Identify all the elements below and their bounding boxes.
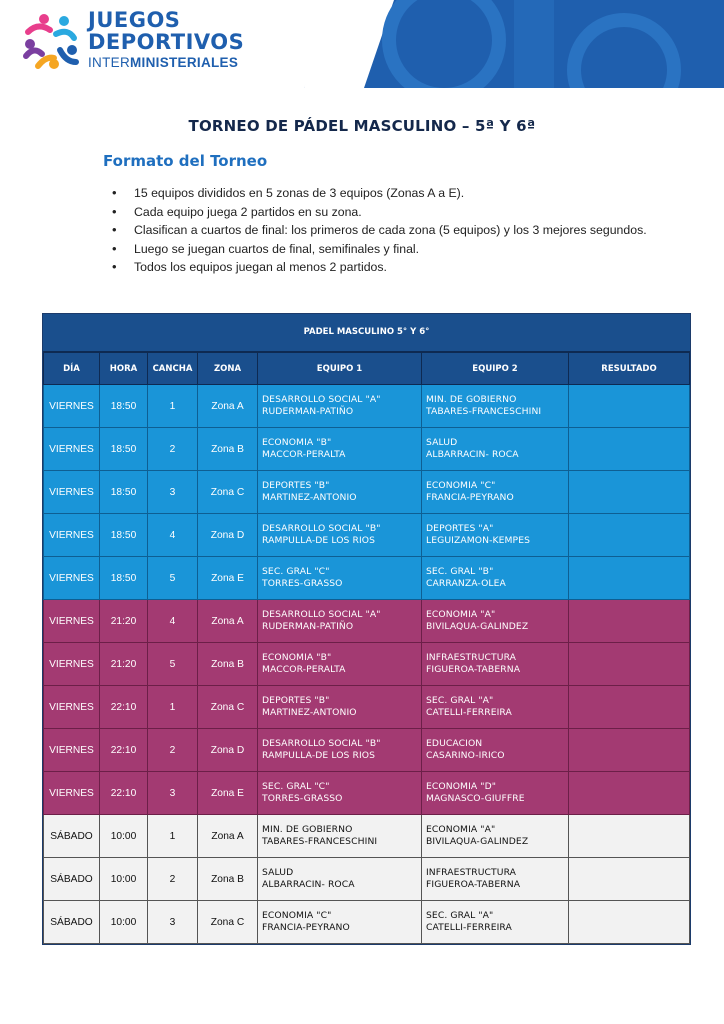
team-1-name: DESARROLLO SOCIAL "B" (262, 738, 381, 749)
cell-zone: Zona D (198, 514, 258, 557)
table-row (44, 858, 690, 901)
cell-zone: Zona C (198, 471, 258, 514)
cell-zone: Zona C (198, 686, 258, 729)
cell-court: 1 (148, 686, 198, 729)
cell-team-2 (422, 901, 569, 944)
cell-day: VIERNES (44, 514, 100, 557)
team-1-name: SEC. GRAL "C" (262, 781, 330, 792)
team-2-name: SEC. GRAL "B" (426, 566, 494, 577)
table-row (44, 901, 690, 944)
team-1-players: MACCOR-PERALTA (262, 449, 346, 460)
cell-day: VIERNES (44, 600, 100, 643)
cell-team-2 (422, 428, 569, 471)
cell-time: 22:10 (100, 686, 148, 729)
header-team-2: EQUIPO 2 (422, 353, 569, 385)
cell-result (569, 600, 690, 643)
cell-day: VIERNES (44, 557, 100, 600)
table-row (44, 643, 690, 686)
cell-day: SÁBADO (44, 815, 100, 858)
cell-team-2 (422, 643, 569, 686)
team-1-name: DESARROLLO SOCIAL "A" (262, 394, 381, 405)
header-team-1: EQUIPO 1 (258, 353, 422, 385)
team-2-name: SEC. GRAL "A" (426, 910, 494, 921)
team-2-players: FRANCIA-PEYRANO (426, 492, 514, 503)
cell-result (569, 643, 690, 686)
team-1-players: TABARES-FRANCESCHINI (262, 836, 378, 847)
cell-result (569, 686, 690, 729)
cell-result (569, 901, 690, 944)
team-2-players: FIGUEROA-TABERNA (426, 664, 521, 675)
team-1-name: SALUD (262, 867, 294, 878)
cell-court: 1 (148, 815, 198, 858)
header-zone: ZONA (198, 353, 258, 385)
table-row (44, 428, 690, 471)
cell-time: 18:50 (100, 514, 148, 557)
cell-court: 1 (148, 385, 198, 428)
team-1-players: TORRES-GRASSO (262, 578, 343, 589)
team-2-players: ALBARRACIN- ROCA (426, 449, 519, 460)
cell-team-2 (422, 772, 569, 815)
cell-team-1 (258, 385, 422, 428)
format-list (112, 184, 647, 277)
team-1-players: TORRES-GRASSO (262, 793, 343, 804)
team-2-players: CATELLI-FERREIRA (426, 922, 512, 933)
cell-time: 21:20 (100, 600, 148, 643)
team-2-players: MAGNASCO-GIUFFRE (426, 793, 525, 804)
cell-day: VIERNES (44, 729, 100, 772)
cell-team-1 (258, 428, 422, 471)
team-1-name: DEPORTES "B" (262, 695, 330, 706)
team-1-name: DEPORTES "B" (262, 480, 330, 491)
table-row (44, 772, 690, 815)
cell-team-1 (258, 901, 422, 944)
cell-time: 10:00 (100, 901, 148, 944)
cell-zone: Zona E (198, 772, 258, 815)
team-2-name: ECONOMIA "D" (426, 781, 497, 792)
cell-result (569, 385, 690, 428)
table-row (44, 385, 690, 428)
header-day: DÍA (44, 353, 100, 385)
cell-day: VIERNES (44, 686, 100, 729)
team-1-players: ALBARRACIN- ROCA (262, 879, 355, 890)
cell-zone: Zona B (198, 428, 258, 471)
header-court: CANCHA (148, 353, 198, 385)
table-row (44, 600, 690, 643)
cell-court: 4 (148, 600, 198, 643)
cell-court: 2 (148, 858, 198, 901)
cell-zone: Zona A (198, 600, 258, 643)
team-1-players: RUDERMAN-PATIÑO (262, 621, 354, 632)
cell-day: VIERNES (44, 385, 100, 428)
cell-result (569, 858, 690, 901)
cell-zone: Zona D (198, 729, 258, 772)
cell-team-2 (422, 514, 569, 557)
format-heading: Formato del Torneo (103, 152, 268, 170)
team-2-name: INFRAESTRUCTURA (426, 652, 517, 663)
cell-team-2 (422, 471, 569, 514)
team-1-name: ECONOMIA "B" (262, 437, 332, 448)
cell-result (569, 471, 690, 514)
logo-text (88, 9, 244, 71)
team-1-players: MARTINEZ-ANTONIO (262, 492, 357, 503)
cell-zone: Zona B (198, 643, 258, 686)
table-row (44, 729, 690, 772)
cell-team-2 (422, 385, 569, 428)
team-2-name: SEC. GRAL "A" (426, 695, 494, 706)
team-2-name: INFRAESTRUCTURA (426, 867, 517, 878)
team-2-players: TABARES-FRANCESCHINI (426, 406, 542, 417)
header-result: RESULTADO (569, 353, 690, 385)
header-time: HORA (100, 353, 148, 385)
cell-court: 5 (148, 557, 198, 600)
cell-day: VIERNES (44, 643, 100, 686)
list-item: • 15 equipos divididos en 5 zonas de 3 equipos (Zonas A a E). (112, 184, 647, 203)
team-2-name: ECONOMIA "A" (426, 824, 496, 835)
cell-zone: Zona B (198, 858, 258, 901)
cell-zone: Zona C (198, 901, 258, 944)
cell-team-1 (258, 514, 422, 557)
table-row (44, 557, 690, 600)
team-1-name: SEC. GRAL "C" (262, 566, 330, 577)
header-decoration (304, 0, 724, 88)
cell-result (569, 514, 690, 557)
cell-court: 2 (148, 729, 198, 772)
team-1-name: ECONOMIA "B" (262, 652, 332, 663)
list-item: • Todos los equipos juegan al menos 2 partidos. (112, 258, 647, 277)
cell-day: VIERNES (44, 471, 100, 514)
cell-team-1 (258, 471, 422, 514)
table-row (44, 815, 690, 858)
cell-zone: Zona A (198, 815, 258, 858)
cell-court: 2 (148, 428, 198, 471)
cell-day: SÁBADO (44, 901, 100, 944)
table-row (44, 514, 690, 557)
cell-result (569, 815, 690, 858)
team-2-players: CARRANZA-OLEA (426, 578, 506, 589)
team-2-name: ECONOMIA "C" (426, 480, 496, 491)
team-1-name: MIN. DE GOBIERNO (262, 824, 353, 835)
logo-line-1: JUEGOS (88, 8, 181, 32)
team-2-name: EDUCACION (426, 738, 483, 749)
team-1-players: MACCOR-PERALTA (262, 664, 346, 675)
table-title: PADEL MASCULINO 5° Y 6° (43, 314, 690, 352)
team-2-players: LEGUIZAMON-KEMPES (426, 535, 531, 546)
cell-court: 4 (148, 514, 198, 557)
team-2-name: DEPORTES "A" (426, 523, 494, 534)
cell-day: VIERNES (44, 428, 100, 471)
list-item: • Clasifican a cuartos de final: los primeros de cada zona (5 equipos) y los 3 mejores segundos. (112, 221, 647, 240)
table-header-row (44, 353, 690, 385)
team-2-players: BIVILAQUA-GALINDEZ (426, 836, 529, 847)
cell-result (569, 729, 690, 772)
cell-team-2 (422, 729, 569, 772)
logo-line-2: DEPORTIVOS (88, 30, 245, 54)
team-2-players: CASARINO-IRICO (426, 750, 505, 761)
team-2-players: BIVILAQUA-GALINDEZ (426, 621, 529, 632)
cell-court: 3 (148, 471, 198, 514)
logo-line-3a: INTER (88, 55, 130, 70)
logo-line-3b: MINISTERIALES (130, 55, 239, 70)
cell-time: 18:50 (100, 385, 148, 428)
logo-line-3 (88, 55, 244, 71)
team-1-players: RUDERMAN-PATIÑO (262, 406, 354, 417)
cell-time: 10:00 (100, 815, 148, 858)
cell-team-1 (258, 643, 422, 686)
cell-team-1 (258, 729, 422, 772)
list-item: • Luego se juegan cuartos de final, semifinales y final. (112, 240, 647, 259)
team-1-name: DESARROLLO SOCIAL "A" (262, 609, 381, 620)
cell-time: 18:50 (100, 471, 148, 514)
cell-team-2 (422, 815, 569, 858)
document-title: TORNEO DE PÁDEL MASCULINO – 5ª Y 6ª (188, 117, 536, 135)
cell-team-2 (422, 858, 569, 901)
team-1-players: FRANCIA-PEYRANO (262, 922, 350, 933)
cell-court: 3 (148, 772, 198, 815)
team-1-players: RAMPULLA-DE LOS RIOS (262, 535, 376, 546)
cell-team-1 (258, 600, 422, 643)
cell-result (569, 557, 690, 600)
cell-time: 18:50 (100, 428, 148, 471)
cell-court: 5 (148, 643, 198, 686)
team-2-players: FIGUEROA-TABERNA (426, 879, 521, 890)
table-row (44, 471, 690, 514)
team-2-name: SALUD (426, 437, 458, 448)
cell-day: VIERNES (44, 772, 100, 815)
cell-team-1 (258, 772, 422, 815)
team-1-name: ECONOMIA "C" (262, 910, 332, 921)
cell-result (569, 428, 690, 471)
team-1-name: DESARROLLO SOCIAL "B" (262, 523, 381, 534)
logo-figures-icon (20, 10, 82, 72)
team-2-name: MIN. DE GOBIERNO (426, 394, 517, 405)
table-row (44, 686, 690, 729)
cell-team-1 (258, 557, 422, 600)
cell-day: SÁBADO (44, 858, 100, 901)
team-2-name: ECONOMIA "A" (426, 609, 496, 620)
page-header (0, 0, 724, 88)
cell-team-1 (258, 686, 422, 729)
cell-team-2 (422, 600, 569, 643)
cell-time: 18:50 (100, 557, 148, 600)
cell-time: 22:10 (100, 729, 148, 772)
cell-time: 10:00 (100, 858, 148, 901)
cell-result (569, 772, 690, 815)
cell-zone: Zona A (198, 385, 258, 428)
cell-time: 22:10 (100, 772, 148, 815)
cell-time: 21:20 (100, 643, 148, 686)
list-item: • Cada equipo juega 2 partidos en su zona. (112, 203, 647, 222)
cell-team-2 (422, 686, 569, 729)
cell-zone: Zona E (198, 557, 258, 600)
team-1-players: RAMPULLA-DE LOS RIOS (262, 750, 376, 761)
cell-court: 3 (148, 901, 198, 944)
cell-team-1 (258, 815, 422, 858)
team-2-players: CATELLI-FERREIRA (426, 707, 512, 718)
cell-team-1 (258, 858, 422, 901)
schedule-table (42, 313, 691, 945)
team-1-players: MARTINEZ-ANTONIO (262, 707, 357, 718)
cell-team-2 (422, 557, 569, 600)
